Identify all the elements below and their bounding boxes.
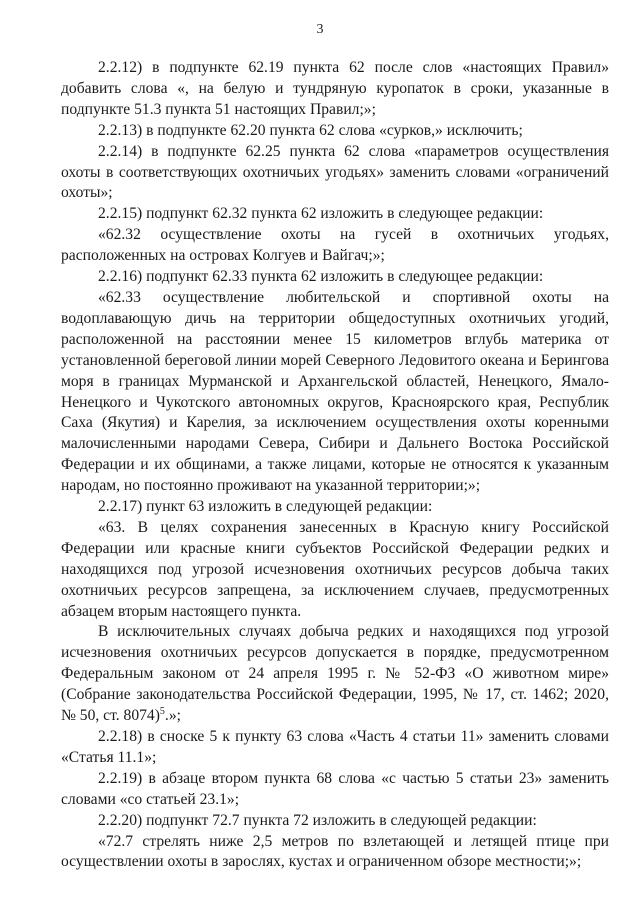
paragraph-2-2-14: 2.2.14) в подпункте 62.25 пункта 62 слова «параметров осуществления охоты в соответствующих охотничьих угодьях» заменить словами «ограничений охоты»; (61, 142, 609, 202)
paragraph-2-2-15: 2.2.15) подпункт 62.32 пункта 62 изложить в следующее редакции: (98, 205, 544, 223)
paragraph-quote-62-32: «62.32 осуществление охоты на гусей в охотничьих угодьях, расположенных на островах Колгуев и Вайгач;»; (61, 226, 609, 265)
paragraph-quote-63: «63. В целях сохранения занесенных в Красную книгу Российской Федерации или красные книги субъектов Российской Федерации редких и находящихся под угрозой исчезновения охотничьих ресурсов добыча таких охотничьих ресурсов запрещена, за исключением случаев, предусмотренных абзацем вторым настоящего пункта. (61, 518, 609, 620)
paragraph-exceptional-cases-text: В исключительных случаях добыча редких и находящихся под угрозой исчезновения охотничьих ресурсов допускается в порядке, предусмотренном Федеральным законом от 24 апреля 1995 г. № 52-ФЗ «О животном мире» (Собрание законодательства Российской Федерации, 1995, № 17, ст. 1462; 2020, № 50, ст. 8074) (61, 623, 609, 725)
paragraph-exceptional-cases-tail: .»; (164, 707, 181, 725)
paragraph-2-2-18: 2.2.18) в сноске 5 к пункту 63 слова «Часть 4 статьи 11» заменить словами «Статья 11.1»; (61, 728, 609, 766)
paragraph-quote-72-7: «72.7 стрелять ниже 2,5 метров по взлетающей и летящей птице при осуществлении охоты в зарослях, кустах и ограниченном обзоре местности;»; (61, 832, 609, 871)
footnote-reference: 5 (159, 706, 165, 718)
paragraph-2-2-13: 2.2.13) в подпункте 62.20 пункта 62 слова «сурков,» исключить; (98, 121, 523, 139)
document-body (61, 58, 609, 873)
paragraph-2-2-16: 2.2.16) подпункт 62.33 пункта 62 изложить в следующее редакции: (98, 268, 544, 286)
paragraph-2-2-19: 2.2.19) в абзаце втором пункта 68 слова «с частью 5 статьи 23» заменить словами «со статьей 23.1»; (61, 769, 609, 808)
paragraph-quote-62-33: «62.33 осуществление любительской и спортивной охоты на водоплавающую дичь на территории общедоступных охотничьих угодий, расположенной на расстоянии менее 15 километров вглубь материка от установленной береговой линии морей Северного Ледовитого океана и Берингова моря в границах Мурманской и Архангельской областей, Ненецкого, Ямало-Ненецкого и Чукотского автономных округов, Красноярского края, Республик Саха (Якутия) и Карелия, за исключением осуществления охоты коренными малочисленными народами Севера, Сибири и Дальнего Востока Российской Федерации и их общинами, а также лицами, которые не относятся к указанным народам, но постоянно проживают на указанной территории;»; (61, 288, 609, 495)
paragraph-2-2-12: 2.2.12) в подпункте 62.19 пункта 62 после слов «настоящих Правил» добавить слова «, на белую и тундряную куропаток в сроки, указанные в подпункте 51.3 пункта 51 настоящих Правил;»; (61, 59, 609, 118)
paragraph-2-2-20: 2.2.20) подпункт 72.7 пункта 72 изложить в следующей редакции: (98, 811, 537, 829)
paragraph-exceptional-cases (61, 622, 609, 727)
page-number: 3 (316, 22, 324, 37)
paragraph-2-2-17: 2.2.17) пункт 63 изложить в следующей редакции: (98, 498, 433, 516)
